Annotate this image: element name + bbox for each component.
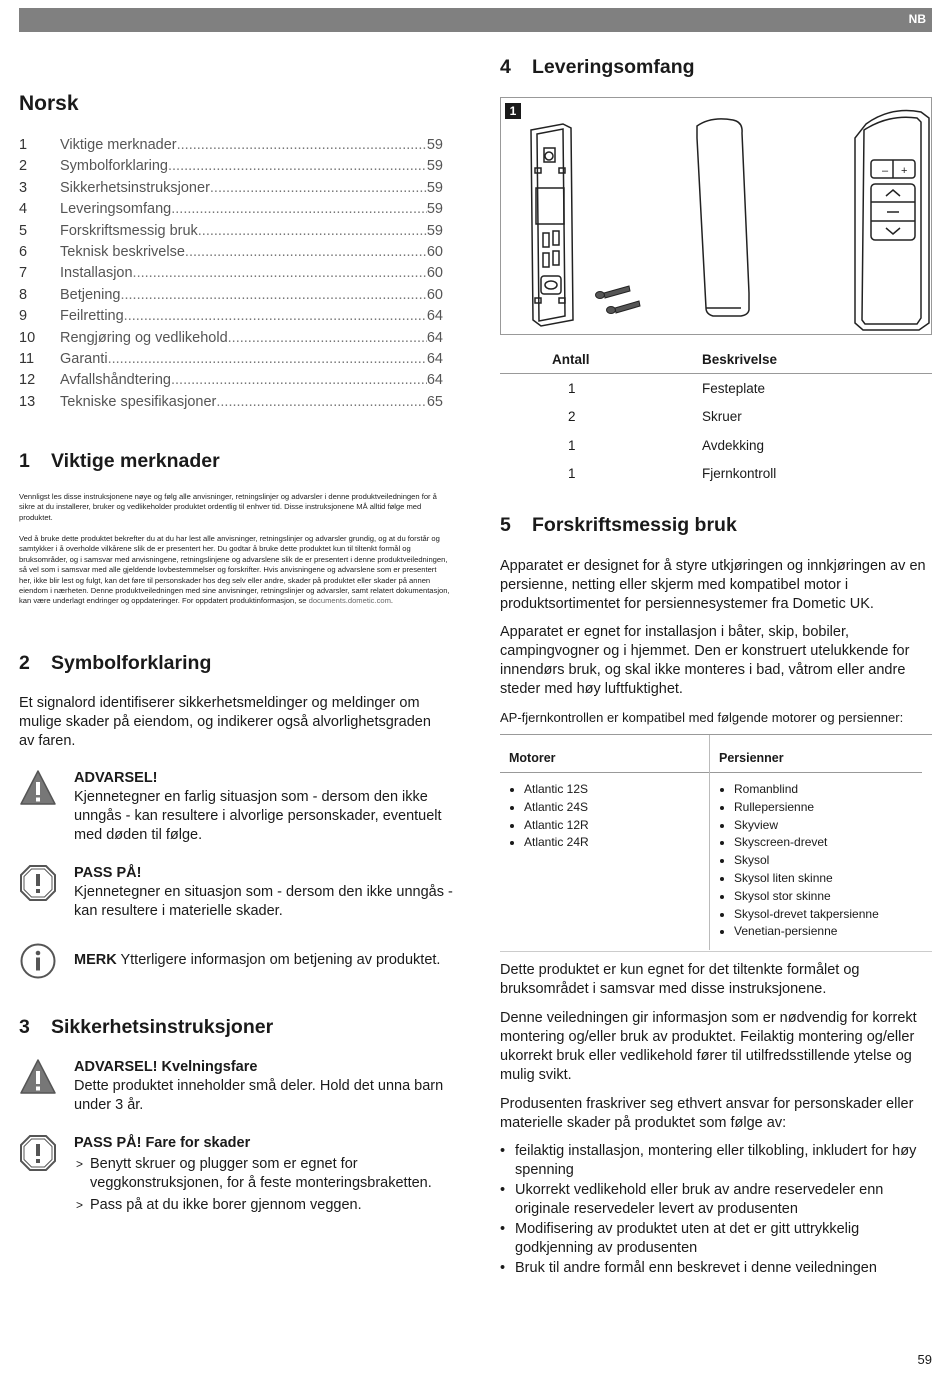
toc-number: 2 xyxy=(19,158,28,175)
warning-text: Dette produktet inneholder små deler. Hold det unna barn under 3 år. xyxy=(74,1078,444,1113)
figure-tag: 1 xyxy=(505,103,521,119)
toc-page-number: 59 xyxy=(426,158,443,175)
toc-leader xyxy=(177,137,427,153)
toc-entry[interactable] xyxy=(19,351,443,372)
list-item: • Bruk til andre formål enn beskrevet i denne veiledningen xyxy=(515,1259,932,1278)
col-header-desc: Beskrivelse xyxy=(701,345,932,374)
warning-text: Kjennetegner en farlig situasjon som - dersom den ikke unngås - kan resultere i alvorlige personskader, eventuelt med døden til følge. xyxy=(74,789,442,843)
list-item: • Romanblind xyxy=(734,781,922,799)
toc-entry[interactable] xyxy=(19,201,443,222)
toc-entry-title: Sikkerhetsinstruksjoner xyxy=(60,179,210,196)
s5-paragraph-2: Apparatet er egnet for installasjon i båter, skip, bobiler, campingvogner og i hjemmet. Den er konstruert utelukkende for innendørs bruk, og skal ikke monteres i bad, våtrom eller andre steder med høy luftfuktighet. xyxy=(500,624,910,697)
table-row xyxy=(500,374,932,403)
toc-entry-title: Garanti xyxy=(60,350,108,367)
delivery-illustration xyxy=(501,98,931,334)
toc-number: 12 xyxy=(19,372,36,389)
toc-page-number: 64 xyxy=(426,329,443,346)
s5-paragraph-3: AP-fjernkontrollen er kompatibel med følgende motorer og persienner: xyxy=(500,710,904,725)
toc-leader xyxy=(108,351,427,367)
toc-title: Norsk xyxy=(19,92,79,115)
toc-page-number: 59 xyxy=(426,179,443,196)
caution-label: PASS PÅ! Fare for skader xyxy=(74,1135,251,1151)
delivery-figure xyxy=(500,97,932,335)
desc-cell: Skruer xyxy=(702,409,742,425)
list-item: • Ukorrekt vedlikehold eller bruk av andre reservedeler enn originale reservedeler levert av produsenten xyxy=(515,1181,932,1219)
note-text: Ytterligere informasjon om betjening av produktet. xyxy=(120,952,441,968)
section-2-heading xyxy=(19,652,211,675)
table-row xyxy=(500,403,932,432)
toc-page-number: 60 xyxy=(426,286,443,303)
section-number: 1 xyxy=(19,450,30,472)
toc-entry[interactable] xyxy=(19,158,443,179)
toc-leader xyxy=(198,223,427,239)
col-header-qty: Antall xyxy=(500,345,701,374)
s5-paragraph-1: Apparatet er designet for å styre utkjøringen og innkjøringen av en persienne, netting eller skjerm med kompatibel motor i produktsortimentet for persiennesystemer fra Dometic UK. xyxy=(500,558,926,612)
table-of-contents xyxy=(19,137,443,415)
list-item: > Benytt skruer og plugger som er egnet for veggkonstruksjonen, for å feste monteringsbraketten. xyxy=(74,1155,454,1193)
cover-icon xyxy=(697,119,749,316)
toc-number: 11 xyxy=(19,350,35,367)
toc-number: 4 xyxy=(19,201,28,218)
list-item: • Skyscreen-drevet xyxy=(734,834,922,852)
section-title: Sikkerhetsinstruksjoner xyxy=(51,1016,274,1038)
caution-label: PASS PÅ! xyxy=(74,865,142,881)
toc-leader xyxy=(216,394,427,410)
toc-leader xyxy=(124,308,427,324)
section-number: 5 xyxy=(500,514,511,536)
remote-plus-label: + xyxy=(901,165,908,177)
list-item: • Atlantic 12R xyxy=(524,817,709,835)
section-title: Symbolforklaring xyxy=(51,652,212,674)
section-5-heading xyxy=(500,514,737,537)
s5-paragraph-6: Produsenten fraskriver seg ethvert ansvar for personskader eller materielle skader på produktet som følge av: xyxy=(500,1096,914,1131)
list-item: • Skysol liten skinne xyxy=(734,870,922,888)
toc-leader xyxy=(120,287,426,303)
toc-number: 5 xyxy=(19,222,28,239)
toc-number: 13 xyxy=(19,393,36,410)
remote-minus-label: – xyxy=(882,165,889,177)
col-header-motors: Motorer xyxy=(500,735,709,773)
note-label: MERK xyxy=(74,952,117,968)
toc-entry-title: Rengjøring og vedlikehold xyxy=(60,329,228,346)
toc-page-number: 60 xyxy=(426,265,443,282)
table-row xyxy=(500,460,932,489)
list-item: • Atlantic 24R xyxy=(524,834,709,852)
s5-bullet-block xyxy=(500,1142,932,1279)
toc-leader xyxy=(133,265,427,281)
warning-triangle-icon xyxy=(19,769,57,807)
section-number: 4 xyxy=(500,56,511,78)
warning-label: ADVARSEL! Kvelningsfare xyxy=(74,1059,258,1075)
caution-text: Kjennetegner en situasjon som - dersom den ikke unngås - kan resultere i materielle skader. xyxy=(74,884,453,919)
toc-entry-title: Symbolforklaring xyxy=(60,158,168,175)
toc-entry-title: Forskriftsmessig bruk xyxy=(60,222,198,239)
list-item: • Skysol-drevet takpersienne xyxy=(734,906,922,924)
section-number: 3 xyxy=(19,1016,30,1038)
s1-p2-text: Ved å bruke dette produktet bekrefter du at du har lest alle anvisninger, retningslinjer og advarsler grundig, og at du forstår og samtykker i å overholde vilkårene slik de er presentert her. Du godtar å bruke dette produktet kun til tiltenkt formål og bruksområder, og i samsvar med anvisningene, retningslinjene og advarslene slik de er presentert i denne produktveiledningen, så vel som i samsvar med alle gjeldende lovbestemmelser og forskrifter. Hvis anvisningene og advarslene som er presentert her, ikke blir lest og fulgt, kan det føre til personskader hos deg selv eller andre, skader på produktet eller skader på annen eiendom i nærheten. Denne produktveiledningen med sine anvisninger, retningslinjer og advarsler, samt relatert dokumentasjon, kan være underlagt endringer og oppdateringer. For oppdatert produktinformasjon, se xyxy=(19,534,450,606)
s1-paragraph-1: Vennligst les disse instruksjonene nøye og følg alle anvisninger, retningslinjer og advarsler i denne produktveiledningen for å sikre at du installerer, bruker og vedlikeholder produktet ordentlig til enhver tid. Disse instruksjonene MÅ alltid følge med produktet. xyxy=(19,492,437,522)
toc-entry-title: Installasjon xyxy=(60,265,133,282)
warning-triangle-icon xyxy=(19,1058,57,1096)
qty-cell: 1 xyxy=(568,466,576,482)
toc-entry[interactable] xyxy=(19,394,443,415)
list-item: • Modifisering av produktet uten at det er gitt uttrykkelig godkjenning av produsenten xyxy=(515,1220,932,1258)
toc-entry-title: Tekniske spesifikasjoner xyxy=(60,393,217,410)
toc-entry[interactable] xyxy=(19,330,443,351)
section-1-heading xyxy=(19,450,220,473)
caution-octagon-icon xyxy=(19,864,57,902)
toc-entry[interactable] xyxy=(19,287,443,308)
list-item: • Skysol stor skinne xyxy=(734,888,922,906)
list-item: • feilaktig installasjon, montering eller tilkobling, inkludert for høy spenning xyxy=(515,1142,932,1180)
toc-page-number: 65 xyxy=(426,393,443,410)
toc-leader xyxy=(228,330,427,346)
motors-list xyxy=(500,781,709,852)
toc-entry[interactable] xyxy=(19,308,443,329)
motors-column xyxy=(500,735,710,950)
delivery-table xyxy=(500,345,932,488)
toc-page-number: 64 xyxy=(426,350,443,367)
toc-number: 10 xyxy=(19,329,36,346)
blinds-column xyxy=(710,735,922,941)
col-header-blinds: Persienner xyxy=(710,735,922,773)
list-item: • Skysol xyxy=(734,852,922,870)
toc-page-number: 64 xyxy=(426,372,443,389)
page-number: 59 xyxy=(917,1352,932,1367)
list-item: • Atlantic 24S xyxy=(524,799,709,817)
warning-label: ADVARSEL! xyxy=(74,770,158,786)
s5-paragraph-4: Dette produktet er kun egnet for det tiltenkte formålet og bruksområdet i samsvar med disse instruksjonene. xyxy=(500,962,860,997)
liability-list xyxy=(500,1142,932,1278)
table-row xyxy=(500,431,932,460)
caution-list xyxy=(74,1155,454,1215)
header-bar xyxy=(19,8,932,32)
compatibility-table xyxy=(500,734,932,952)
section-title: Forskriftsmessig bruk xyxy=(532,514,737,536)
toc-page-number: 59 xyxy=(426,137,443,153)
toc-entry[interactable] xyxy=(19,223,443,244)
section-4-heading xyxy=(500,56,695,79)
section-3-heading xyxy=(19,1016,273,1039)
toc-entry-title: Feilretting xyxy=(60,308,124,325)
toc-entry[interactable] xyxy=(19,180,443,201)
section-number: 2 xyxy=(19,652,30,674)
toc-entry[interactable] xyxy=(19,137,443,158)
list-item: > Pass på at du ikke borer gjennom veggen. xyxy=(74,1196,454,1215)
toc-entry-title: Betjening xyxy=(60,286,121,303)
qty-cell: 1 xyxy=(568,380,576,396)
toc-page-number: 64 xyxy=(426,308,443,325)
toc-entry-title: Avfallshåndtering xyxy=(60,372,171,389)
toc-leader xyxy=(210,180,427,196)
caution-octagon-icon xyxy=(19,1134,57,1172)
screw-icon xyxy=(596,286,641,314)
s5-paragraph-5: Denne veiledningen gir informasjon som er nødvendig for korrekt montering og/eller bruk av produktet. Feilaktig montering og/eller ukorrekt bruk eller vedlikehold fører til utilfredsstillende ytelse og mulig svikt. xyxy=(500,1010,917,1083)
s2-intro: Et signalord identifiserer sikkerhetsmeldinger og meldinger om mulige skader på eiendom, og indikerer også alvorlighetsgraden av faren. xyxy=(19,695,431,749)
toc-leader xyxy=(185,244,427,260)
desc-cell: Fjernkontroll xyxy=(702,466,777,482)
list-item: • Atlantic 12S xyxy=(524,781,709,799)
toc-number: 8 xyxy=(19,286,28,303)
toc-leader xyxy=(168,158,427,174)
toc-page-number: 60 xyxy=(426,243,443,260)
list-item: • Skyview xyxy=(734,817,922,835)
mounting-plate-icon xyxy=(531,124,573,326)
desc-cell: Avdekking xyxy=(702,437,765,453)
toc-number: 3 xyxy=(19,179,28,196)
toc-page-number: 59 xyxy=(426,222,443,239)
desc-cell: Festeplate xyxy=(702,380,766,396)
toc-entry[interactable] xyxy=(19,265,443,286)
toc-entry-title: Teknisk beskrivelse xyxy=(60,243,185,260)
s1-paragraph-2 xyxy=(19,534,451,607)
toc-entry-title: Viktige merknader xyxy=(60,137,177,153)
language-code: NB xyxy=(908,12,926,26)
qty-cell: 2 xyxy=(568,409,576,425)
list-item: • Venetian-persienne xyxy=(734,923,922,941)
toc-entry[interactable] xyxy=(19,372,443,393)
blinds-list xyxy=(710,781,922,941)
toc-number: 7 xyxy=(19,265,28,282)
list-item: • Rullepersienne xyxy=(734,799,922,817)
toc-number: 6 xyxy=(19,243,28,260)
dometic-docs-link[interactable]: documents.dometic.com xyxy=(308,596,391,606)
toc-number: 9 xyxy=(19,308,28,325)
section-title: Viktige merknader xyxy=(51,450,220,472)
toc-leader xyxy=(171,201,427,217)
qty-cell: 1 xyxy=(568,437,576,453)
section-title: Leveringsomfang xyxy=(532,56,695,78)
toc-page-number: 59 xyxy=(426,201,443,218)
toc-entry-title: Leveringsomfang xyxy=(60,201,172,218)
s1-p2-end: . xyxy=(390,596,394,606)
toc-entry[interactable] xyxy=(19,244,443,265)
toc-leader xyxy=(171,372,427,388)
remote-control-icon xyxy=(855,111,929,331)
info-icon xyxy=(19,942,57,980)
toc-number: 1 xyxy=(19,137,28,153)
